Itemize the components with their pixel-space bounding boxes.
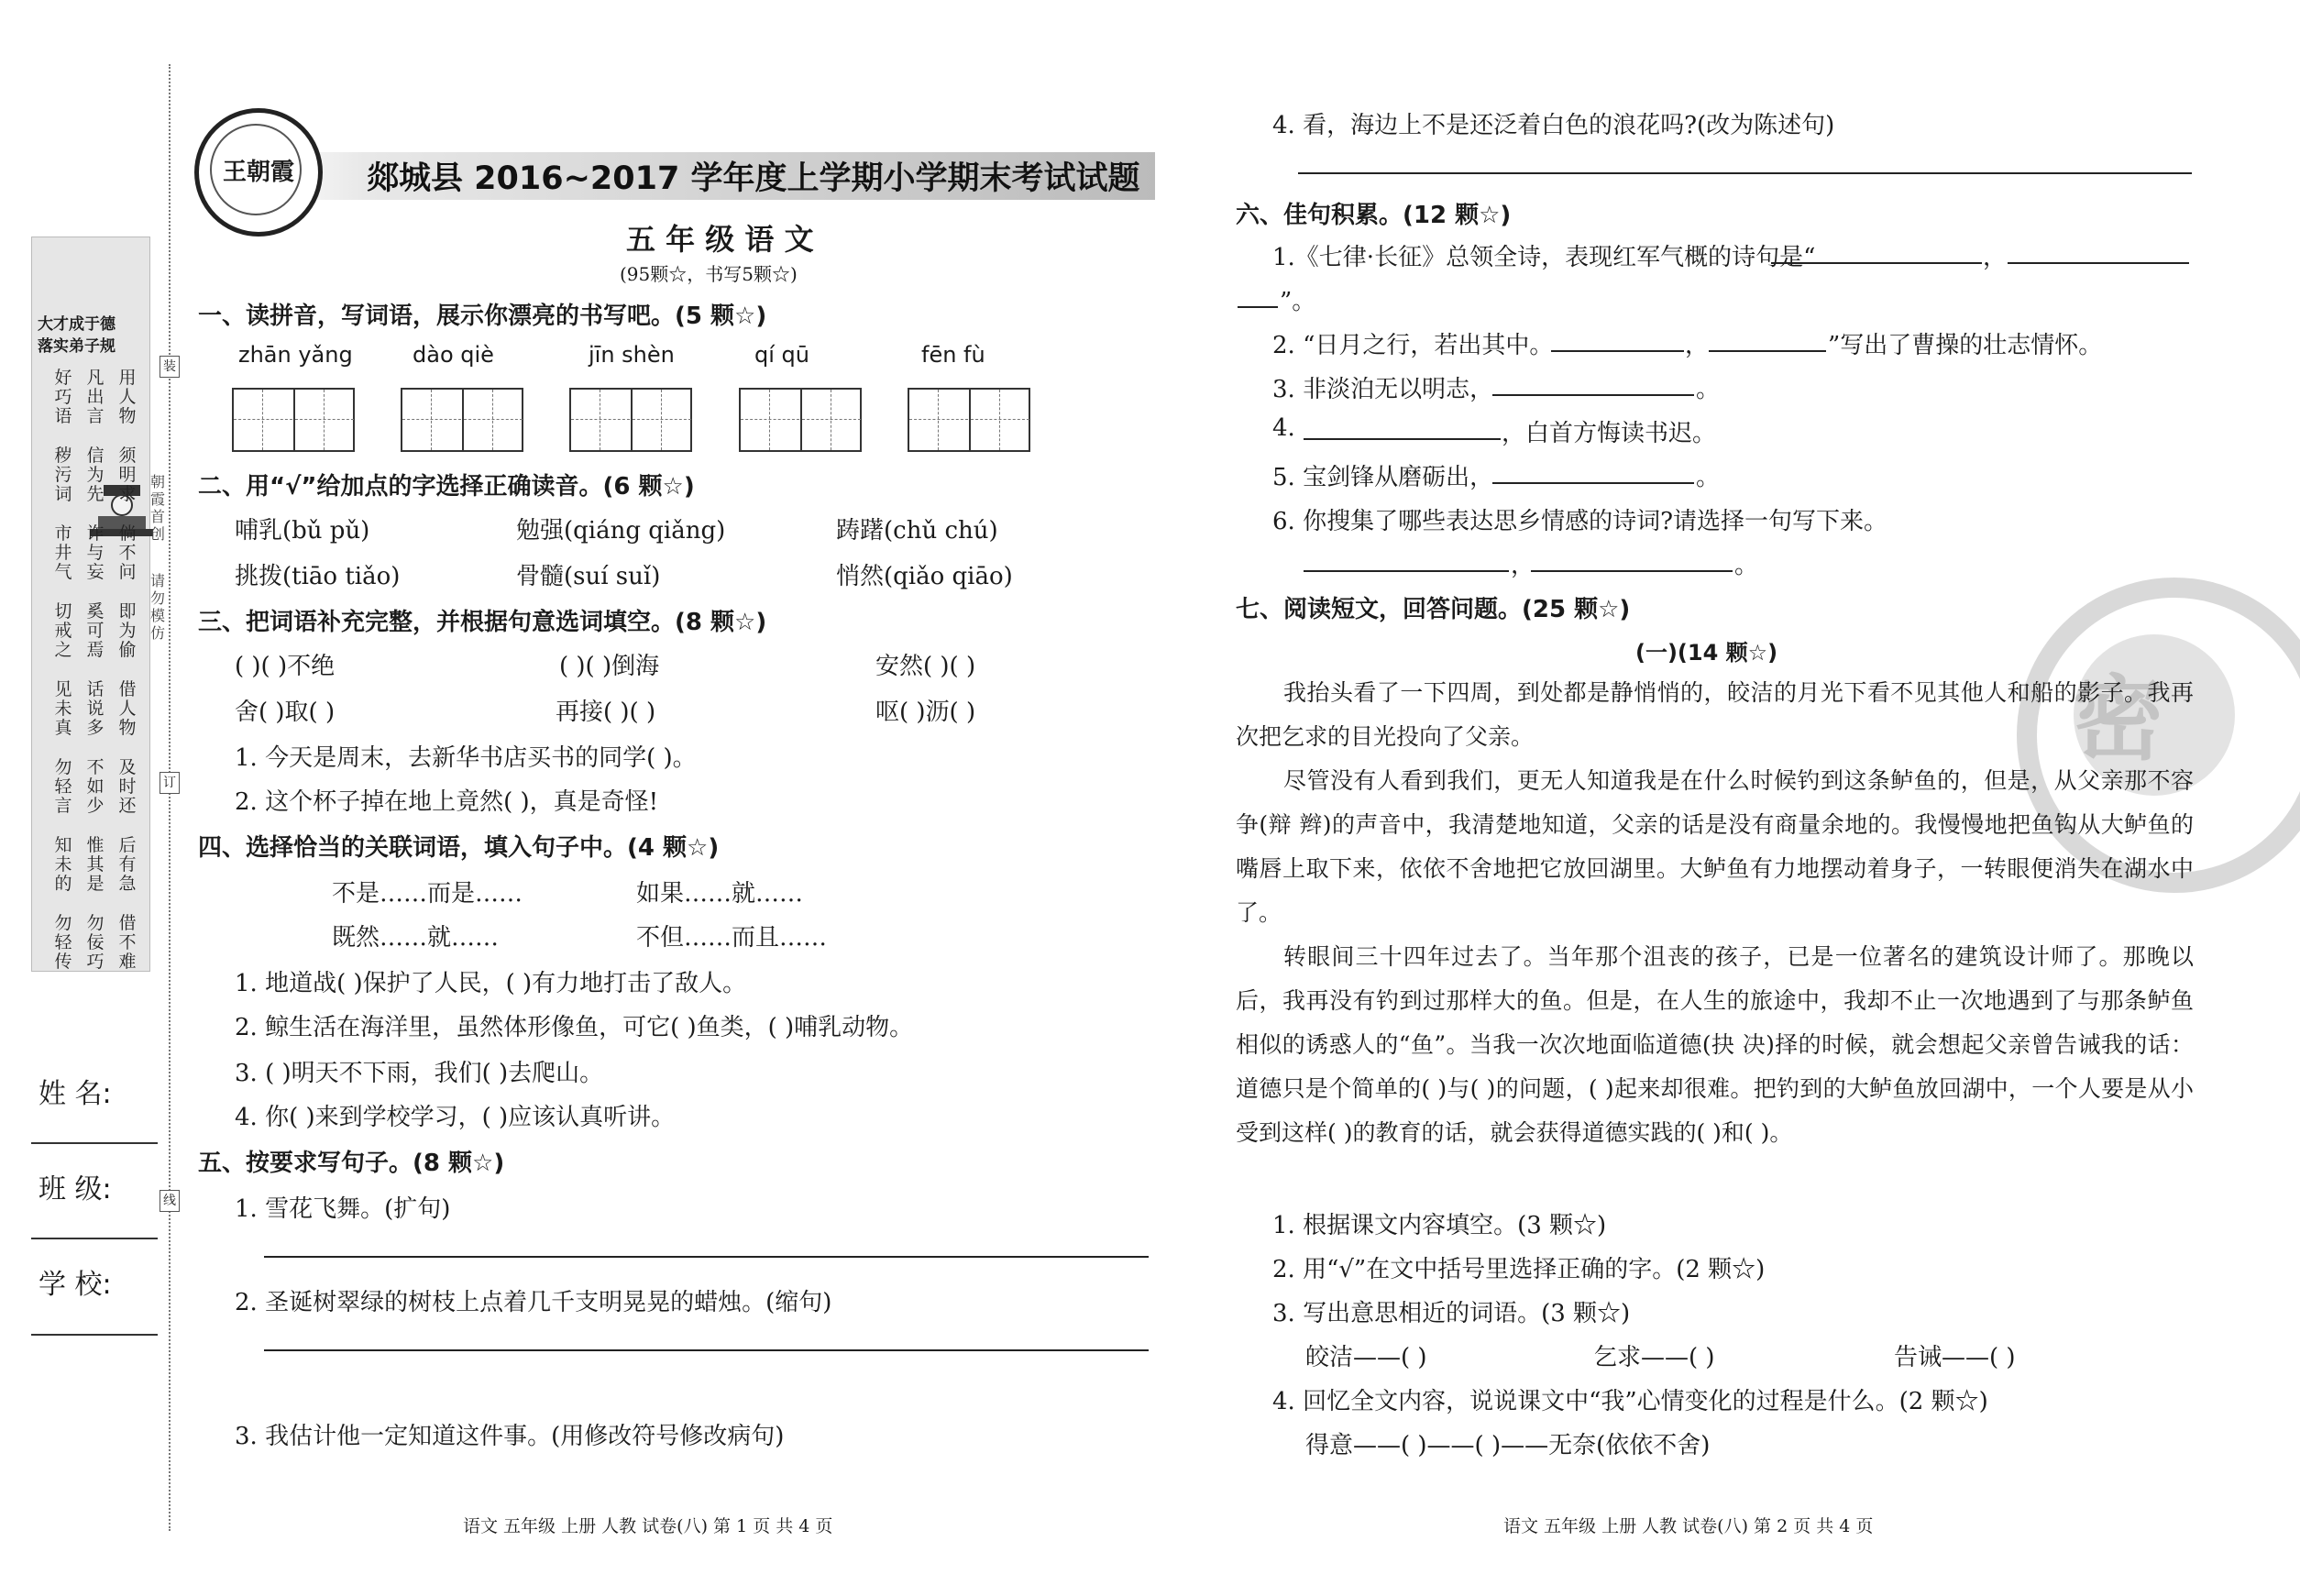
comma: ， [1511,552,1535,579]
conjunction-option: 不是……而是…… [332,880,523,908]
school-label: 学 校: [39,1269,112,1301]
section-6-heading: 六、佳句积累。(12 颗☆) [1236,202,1512,229]
blank-line[interactable] [1551,350,1684,352]
section-2-heading: 二、用“√”给加点的字选择正确读音。(6 颗☆) [198,473,695,501]
idiom-fill-item[interactable]: 呕( )沥( ) [875,699,976,726]
pronunciation-item[interactable]: 踌躇(chǔ chú) [836,517,998,545]
section-3-q1[interactable]: 1. 今天是周末，去新华书店买书的同学( )。 [235,744,697,772]
school-field[interactable] [31,1334,158,1336]
writing-grid[interactable] [908,388,1030,452]
motto-column: 勿轻言 [54,757,72,816]
synonym-item[interactable]: 乞求——( ) [1593,1344,1715,1371]
name-field[interactable] [31,1142,158,1144]
conjunction-option: 如果……就…… [636,880,804,908]
motto-column: 须明求 [118,446,137,504]
quote-close: ”。 [1280,288,1316,315]
conjunction-option: 既然……就…… [332,924,500,952]
motto-column: 即为偷 [118,601,137,660]
section-4-heading: 四、选择恰当的关联词语，填入句子中。(4 颗☆) [198,834,720,862]
motto-column: 后有急 [118,835,137,894]
synonym-item[interactable]: 告诫——( ) [1894,1344,2016,1371]
logo-text: 王朝霞 [222,159,294,186]
reading-paragraph-1: 我抬头看了一下四周，到处都是静悄悄的，皎洁的月光下看不见其他人和船的影子。我再次把乞求的目光投向了父亲。 [1236,679,2194,750]
motto-column: 诈与妄 [86,523,105,582]
subject-title: 五 年 级 语 文 [626,222,814,257]
conjunction-option: 不但……而且…… [636,924,828,952]
motto-column: 及时还 [118,757,137,816]
idiom-fill-item[interactable]: ( )( )不绝 [235,653,336,680]
exam-title: 郯城县 2016~2017 学年度上学期小学期末考试试题 [367,160,1140,197]
motto-column: 借不难 [118,913,137,972]
motto-column: 惟其是 [86,835,105,894]
section-4-q1[interactable]: 1. 地道战( )保护了人民，( )有力地打击了敌人。 [235,970,747,997]
period: 。 [1696,376,1721,403]
section-6-q6: 6. 你搜集了哪些表达思乡情感的诗词?请选择一句写下来。 [1272,508,1888,535]
name-label: 姓 名: [39,1078,112,1110]
motto-column: 见未真 [54,679,72,738]
footer-left: 语文 五年级 上册 人教 试卷(八) 第 1 页 共 4 页 [463,1516,833,1536]
section-7-q3: 3. 写出意思相近的词语。(3 颗☆) [1272,1300,1631,1327]
class-field[interactable] [31,1238,158,1239]
reading-paragraph-3[interactable]: 转眼间三十四年过去了。当年那个沮丧的孩子，已是一位著名的建筑设计师了。那晚以后，我再没有钓到过那样大的鱼。但是，在人生的旅途中，我却不止一次地遇到了与那条鲈鱼相似的诱惑人的“鱼”。当我一次次地面临道德(抉 决)择的时候，就会想起父亲曾告诫我的话：道德只是个简单的( )与( )的问题，( )起来却很难。把钓到的大鲈鱼放回湖中，一个人要是从小受到这样( )的教育的话，就会获得道德实践的( )和( )。 [1236,943,2194,1146]
motto-column: 秽污词 [54,446,72,504]
motto-column: 不如少 [86,757,105,816]
pronunciation-item[interactable]: 勉强(qiáng qiǎng) [516,517,726,545]
section-7-q4: 4. 回忆全文内容，说说课文中“我”心情变化的过程是什么。(2 颗☆) [1272,1388,1988,1415]
idiom-fill-item[interactable]: 舍( )取( ) [235,699,336,726]
slogan-2: 落实弟子规 [38,337,116,356]
binding-mark-xian: 线 [160,1190,180,1212]
section-6-q2-end: ”写出了曹操的壮志情怀。 [1828,332,2103,359]
section-6-q4-number: 4. [1272,414,1295,442]
blank-line[interactable] [1492,394,1694,396]
pinyin-4: qí qū [754,342,809,368]
reading-paragraph-2[interactable]: 尽管没有人看到我们，更无人知道我是在什么时候钓到这条鲈鱼的，但是，从父亲那不容争(辩 辫)的声音中，我清楚地知道，父亲的话是没有商量余地的。我慢慢地把鱼钩从大鲈鱼的嘴唇上取下来，依依不舍地把它放回湖里。大鲈鱼有力地摆动着身子，一转眼便消失在湖水中了。 [1236,767,2194,926]
answer-line[interactable] [264,1256,1149,1258]
section-3-q2[interactable]: 2. 这个杯子掉在地上竟然( )，真是奇怪! [235,788,659,816]
answer-line[interactable] [264,1349,1149,1351]
writing-grid[interactable] [401,388,523,452]
pronunciation-item[interactable]: 悄然(qiǎo qiāo) [836,563,1013,590]
footer-right: 语文 五年级 上册 人教 试卷(八) 第 2 页 共 4 页 [1503,1516,1874,1536]
blank-line[interactable] [1304,438,1501,440]
idiom-fill-item[interactable]: 再接( )( ) [556,699,656,726]
pronunciation-item[interactable]: 挑拨(tiāo tiǎo) [235,563,401,590]
section-5-q3: 3. 我估计他一定知道这件事。(用修改符号修改病句) [235,1423,785,1450]
pinyin-5: fēn fù [921,342,985,368]
section-4-q4[interactable]: 4. 你( )来到学校学习，( )应该认真听讲。 [235,1104,676,1131]
section-3-heading: 三、把词语补充完整，并根据句意选词填空。(8 颗☆) [198,609,767,636]
section-6-q4: ，白首方悔读书迟。 [1502,420,1717,447]
binding-note-1: 朝霞首创 [149,473,165,543]
motto-column: 勿佞巧 [86,913,105,972]
section-7-q2: 2. 用“√”在文中括号里选择正确的字。(2 颗☆) [1272,1256,1766,1283]
blank-line[interactable] [1531,570,1733,572]
motto-column: 话说多 [86,679,105,738]
motto-column: 倘不问 [118,523,137,582]
pronunciation-item[interactable]: 骨髓(suí suǐ) [516,563,661,590]
writing-grid[interactable] [739,388,862,452]
pronunciation-item[interactable]: 哺乳(bǔ pǔ) [235,517,370,545]
motto-column: 奚可焉 [86,601,105,660]
blank-line[interactable] [1492,482,1694,484]
motto-column: 好巧语 [54,368,72,426]
motto-column: 用人物 [118,368,137,426]
logo [194,108,323,237]
idiom-fill-item[interactable]: ( )( )倒海 [559,653,660,680]
period: 。 [1696,464,1721,491]
comma: ， [1685,332,1710,359]
blank-line[interactable] [2008,262,2189,264]
section-5-q2: 2. 圣诞树翠绿的树枝上点着几千支明晃晃的蜡烛。(缩句) [235,1289,832,1316]
section-5-q4: 4. 看，海边上不是还泛着白色的浪花吗?(改为陈述句) [1272,112,1835,139]
section-7-q1: 1. 根据课文内容填空。(3 颗☆) [1272,1212,1607,1239]
class-label: 班 级: [39,1173,112,1205]
period: 。 [1734,552,1759,579]
motto-column: 勿轻传 [54,913,72,972]
section-5-q1: 1. 雪花飞舞。(扩句) [235,1195,451,1223]
writing-grid[interactable] [232,388,355,452]
section-6-q5: 5. 宝剑锋从磨砺出， [1272,464,1494,491]
motto-column: 市井气 [54,523,72,582]
section-7-sub-heading: (一)(14 颗☆) [1635,640,1778,666]
blank-line[interactable] [1304,570,1509,572]
idiom-fill-item[interactable]: 安然( )( ) [875,653,976,680]
points-note: (95颗☆，书写5颗☆) [620,263,798,285]
binding-mark-ding: 订 [160,772,180,794]
writing-grid[interactable] [569,388,692,452]
motto-column: 凡出言 [86,368,105,426]
motto-column: 信为先 [86,446,105,504]
pinyin-3: jīn shèn [589,342,675,368]
motto-column: 知未的 [54,835,72,894]
answer-line[interactable] [1298,172,2192,174]
blank-line[interactable] [1709,350,1826,352]
binding-mark-zhuang: 装 [160,356,180,378]
section-7-heading: 七、阅读短文，回答问题。(25 颗☆) [1236,596,1631,623]
section-6-q2: 2. “日月之行，若出其中。 [1272,332,1554,359]
blank-line[interactable] [1771,262,1982,264]
slogan-1: 大才成于德 [38,315,116,334]
section-7-q4-answer[interactable]: 得意——( )——( )——无奈(依依不舍) [1305,1432,1711,1459]
comma: ， [1983,244,2008,271]
pinyin-2: dào qiè [413,342,494,368]
section-4-q3[interactable]: 3. ( )明天不下雨，我们( )去爬山。 [235,1060,604,1087]
section-6-q3: 3. 非淡泊无以明志， [1272,376,1494,403]
section-6-q1: 1.《七律·长征》总领全诗，表现红军气概的诗句是“ [1272,244,1816,271]
binding-note-2: 请勿模仿 [149,572,165,642]
section-1-heading: 一、读拼音，写词语，展示你漂亮的书写吧。(5 颗☆) [198,303,767,330]
motto-column: 借人物 [118,679,137,738]
synonym-item[interactable]: 皎洁——( ) [1305,1344,1427,1371]
section-4-q2[interactable]: 2. 鲸生活在海洋里，虽然体形像鱼，可它( )鱼类，( )哺乳动物。 [235,1014,914,1041]
binding-line [169,64,171,1531]
section-5-heading: 五、按要求写句子。(8 颗☆) [198,1150,505,1177]
motto-column: 切戒之 [54,601,72,660]
pinyin-1: zhān yǎng [238,342,353,368]
stamp-text: 密 [2073,665,2164,773]
blank-line[interactable] [1238,306,1278,308]
